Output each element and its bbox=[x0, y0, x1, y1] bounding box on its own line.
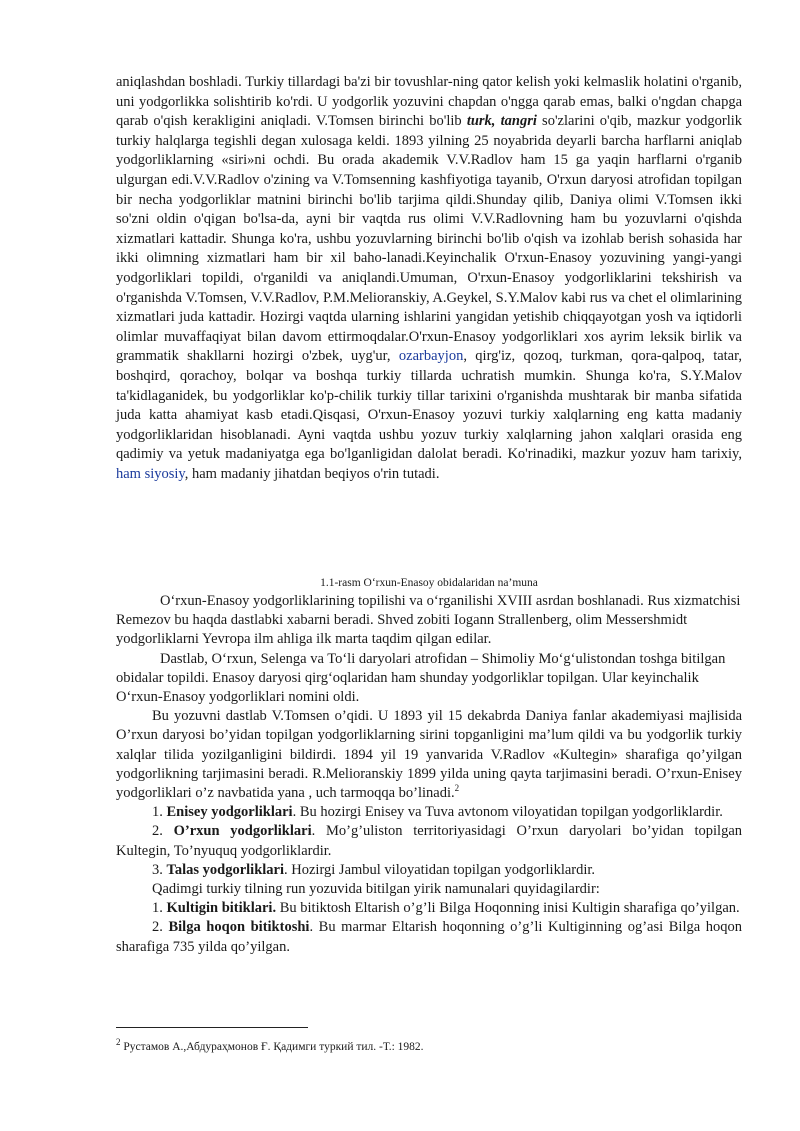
emphasis-turk-tangri: turk, tangri bbox=[466, 113, 537, 130]
list-item-title: Kultigin bitiklari. bbox=[166, 900, 277, 917]
list-item-title: O’rxun yodgorliklari bbox=[173, 823, 312, 840]
link-ozarbayjon[interactable]: ozarbayjon bbox=[398, 348, 464, 365]
paragraph-first-finds: Dastlab, O‘rxun, Selenga va To‘li daryolari atrofidan – Shimoliy Mo‘g‘ulistondan toshga bitilgan obidalar topildi. Enasoy daryosi qirg‘oqlaridan ham shunday yodgorliklar topilgan. Ular keyinchalik O‘rxun-Enasoy yodgorliklari nomini oldi. bbox=[116, 650, 726, 706]
list-item-title: Talas yodgorliklari bbox=[166, 861, 285, 878]
footnote bbox=[116, 1037, 742, 1054]
list-item: 3. Talas yodgorliklari. Hozirgi Jambul viloyatidan topilgan yodgorliklardir. bbox=[152, 861, 596, 878]
text-run: aniqlashdan boshladi. Turkiy tillardagi ba'zi bir tovushlar-ning qator kelish yoki kelmaslik holatini o'rganib, uni yodgorlikka solishtirib ko'rdi. U yodgorlik yozuvini chapdan o'ngga qarab emas, balki o'ngdan chapga qarab o'qish kerakligini aniqladi. V.Tomsen birinchi bo'lib bbox=[116, 74, 742, 130]
section-body bbox=[116, 592, 742, 957]
paragraph-discovery: O‘rxun-Enasoy yodgorliklarining topilishi va o‘rganilishi XVIII asrdan boshlanadi. Rus xizmatchisi Remezov bu haqda dastlabki xabarni beradi. Shved zobiti Iogann Strallenberg, olim Messershmidt yodgorliklarni Yevropa ilm ahliga ilk marta taqdim qilgan edilar. bbox=[116, 593, 741, 648]
list-item-title: Enisey yodgorliklari bbox=[166, 804, 293, 821]
footnote-text: Рустамов А.,Абдураҳмонов Ғ. Қадимги туркий тил. -Т.: 1982. bbox=[120, 1041, 424, 1053]
link-ham-siyosiy[interactable]: ham siyosiy bbox=[116, 465, 185, 482]
footnote-divider bbox=[116, 1027, 308, 1028]
text-run: Bu yozuvni dastlab V.Tomsen o’qidi. U 1893 yil 15 dekabrda Daniya fanlar akademiyasi majlisida O’rxun daryosi bo’yidan topilgan yodgorliklarning sirini topganligini ma’lum qildi va bu yodgorlik turkiy xalqlar tilida yozilganligini bildirdi. 1894 yil 19 yanvarida V.Radlov «Kultegin» sharafiga qo’yilgan yodgorlikning tarjimasini beradi. R.Melioranskiy 1899 yilda uning qayta tarjimasini beradi. O’rxun-Enisey yodgorliklari o’z navbatida yana , uch tarmoqqa bo’linadi. bbox=[116, 708, 742, 802]
list-item: 2. Bilga hoqon bitiktoshi. Bu marmar Eltarish hoqonning o’g’li Kultiginning og’asi Bilga hoqon sharafiga 735 yilda qo’yilgan. bbox=[116, 919, 743, 955]
list-item: 1. Enisey yodgorliklari. Bu hozirgi Enisey va Tuva avtonom viloyatidan topilgan yodgorliklardir. bbox=[152, 804, 723, 821]
list-item: 1. Kultigin bitiklari. Bu bitiktosh Eltarish o’g’li Bilga Hoqonning inisi Kultigin sharafiga qo’yilgan. bbox=[152, 900, 740, 917]
text-run: , qirg'iz, qozoq, turkman, qora-qalpoq, tatar, boshqird, qorachoy, bolqar va boshqa turkiy tillarda uchratish mumkin. Shunga ko'ra, S.Y.Malov ta'kidlaganidek, bu yodgorliklar ko'p-chilik turkiy tillar tarixini o'rganishda mushtarak bir manba sifatida juda katta ahamiyat kasb etadi.Qisqasi, O'rxun-Enasoy yozuvi turkiy xalqlarning eng katta madaniy yodgorliklaridan hisoblanadi. Ayni vaqtda ushbu yozuv turkiy xalqlarning jahon xalqlari orasida eng qadimiy va yetuk madaniyatga ega bo'lganligidan dalolat beradi. Ko'rinadiki, mazkur yozuv ham tarixiy, bbox=[116, 348, 742, 463]
footnote-ref[interactable]: 2 bbox=[454, 783, 460, 794]
text-run: , ham madaniy jihatdan beqiyos o'rin tutadi. bbox=[184, 465, 440, 482]
paragraph-samples: Qadimgi turkiy tilning run yozuvida bitilgan yirik namunalari quyidagilardir: bbox=[152, 881, 600, 898]
list-item: 2. O’rxun yodgorliklari. Mo’g’uliston territoriyasidagi O’rxun daryolari bo’yidan topilgan Kultegin, To’nyuquq yodgorliklardir. bbox=[116, 823, 743, 859]
figure-caption: 1.1-rasm O‘rxun-Enasoy obidalaridan na’muna bbox=[320, 577, 538, 589]
list-item-title: Bilga hoqon bitiktoshi bbox=[168, 919, 310, 936]
text-run: so'zlarini o'qib, mazkur yodgorlik turkiy halqlarga tegishli degan xulosaga keldi. 1893 yilning 25 noyabrida deyarli barcha harflarni aniqlab yodgorliklarning «siri»ni ochdi. Bu orada akademik V.V.Radlov ham 15 ga yaqin harflarni o'rganib ulgurgan edi.V.V.Radlov o'zining va V.Tomsenning kashfiyotiga tayanib, O'rxun daryosi atrofidan topilgan bir necha yodgorliklar matnini birinchi bo'lib tarjima qildi.Shunday qilib, Daniya olimi V.Tomsen ikki so'zni oldin o'qigan bo'lsa-da, ayni bir vaqtda rus olimi V.V.Radlovning ham bu yozuvlarni o'qishda xizmatlari kattadir. Shunga ko'ra, ushbu yozuvlarning birinchi bo'lib o'qish va izohlab berish sohasida har ikki olimning xizmatlari ham bir xil baho-lanadi.Keyinchalik O'rxun-Enasoy yozuvining yangi-yangi yodgorliklari topildi, o'rganildi va aniqlandi.Umuman, O'rxun-Enasoy yodgorliklarini tekshirish va o'rganishda V.Tomsen, V.V.Radlov, P.M.Melioranskiy, A.Geykel, S.Y.Malov kabi rus va chet el olimlarining xizmatlari juda kattadir. Hozirgi vaqtda ularning ishlarini yangidan yetishib chiqqayotgan yosh va iqtidorli olimlar muvaffaqiyat bilan davom ettirmoqdalar.O'rxun-Enasoy yodgorliklari xos ayrim leksik birlik va grammatik shakllarni hozirgi o'zbek, uyg'ur, bbox=[116, 113, 743, 365]
footnote-mark: 2 bbox=[116, 1037, 121, 1048]
paragraph-intro bbox=[116, 73, 742, 484]
paragraph-tomsen bbox=[116, 707, 742, 803]
